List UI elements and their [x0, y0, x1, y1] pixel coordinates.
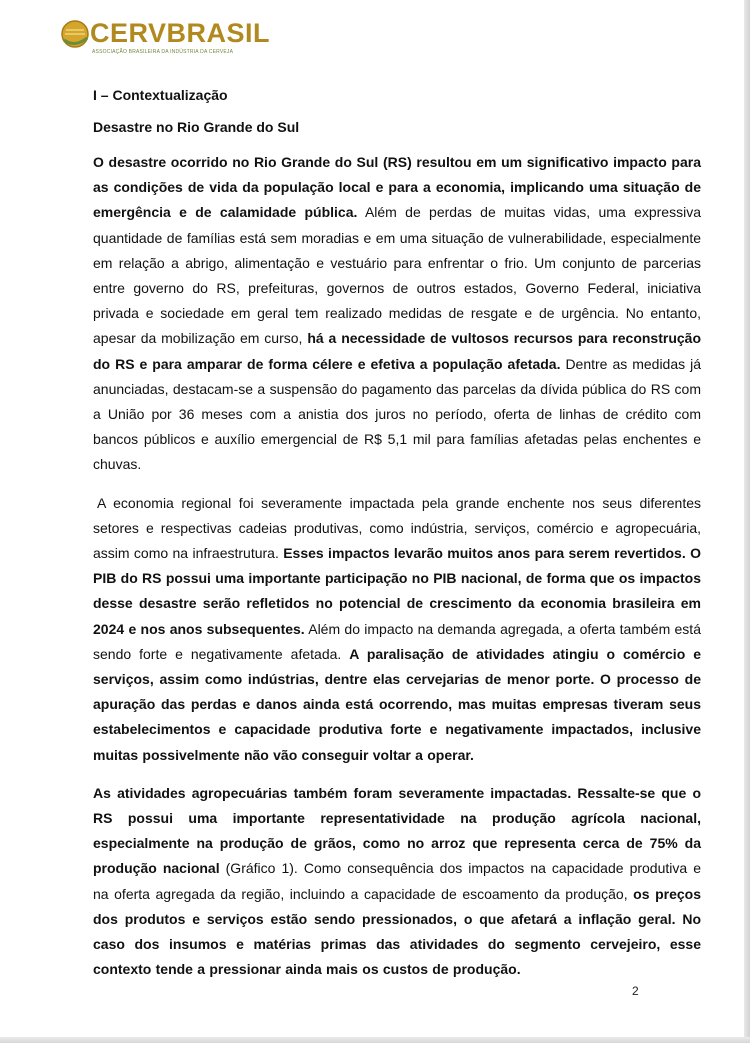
- paragraph-run: há a necessidade de vultosos recursos para reconstrução do RS e para amparar de forma célere e efetiva a população afetada.: [93, 330, 701, 372]
- section-heading: I – Contextualização: [93, 87, 228, 103]
- paragraph-1: [93, 150, 701, 478]
- page-number: 2: [632, 984, 639, 998]
- paragraph-run: Além de perdas de muitas vidas, uma expressiva quantidade de famílias está sem moradias e em uma situação de vulnerabilidade, especialmente em relação a abrigo, alimentação e vestuário para enfrentar o frio. Um conjunto de parcerias entre governo do RS, prefeituras, governos de outros estados, Governo Federal, iniciativa privada e sociedade em geral tem realizado medidas de resgate e de urgência. No entanto, apesar da mobilização em curso,: [93, 204, 701, 347]
- paragraph-run: A paralisação de atividades atingiu o comércio e serviços, assim como indústrias, dentre elas cervejarias de menor porte. O processo de apuração das perdas e danos ainda está ocorrendo, mas muitas empresas tiveram seus estabelecimentos e capacidade produtiva forte e negativamente impactados, inclusive muitas possivelmente não vão conseguir voltar a operar.: [93, 645, 701, 763]
- paragraph-3: [93, 781, 701, 983]
- paragraph-run: Dentre as medidas já anunciadas, destacam-se a suspensão do pagamento das parcelas da dívida pública do RS com a União por 36 meses com a anistia dos juros no período, oferta de linhas de crédito com bancos públicos e auxílio emergencial de R$ 5,1 mil para famílias afetadas pelas enchentes e chuvas.: [93, 355, 701, 473]
- logo-subtitle: ASSOCIAÇÃO BRASILEIRA DA INDÚSTRIA DA CERVEJA: [92, 49, 234, 55]
- paragraph-run: os preços dos produtos e serviços estão sendo pressionados, o que afetará a inflação geral. No caso dos insumos e matérias primas das atividades do segmento cervejeiro, esse contexto tende a pressionar ainda mais os custos de produção.: [93, 885, 701, 978]
- cervbrasil-logo: [60, 10, 271, 66]
- page-edge-bottom: [0, 1037, 750, 1043]
- paragraph-run: Além do impacto na demanda agregada, a oferta também está sendo forte e negativamente afetada.: [93, 620, 701, 662]
- paragraph-run: A economia regional foi severamente impactada pela grande enchente nos seus diferentes setores e respectivas cadeias produtivas, como indústria, serviços, comércio e agropecuária, assim como na infraestrutura.: [93, 494, 701, 562]
- paragraph-run: (Gráfico 1). Como consequência dos impactos na capacidade produtiva e na oferta agregada da região, incluindo a capacidade de escoamento da produção,: [93, 860, 701, 902]
- section-subheading: Desastre no Rio Grande do Sul: [93, 119, 300, 135]
- paragraph-run: As atividades agropecuárias também foram severamente impactadas. Ressalte-se que o RS possui uma importante representatividade na produção agrícola nacional, especialmente na produção de grãos, como no arroz que representa cerca de 75% da produção nacional: [93, 784, 701, 877]
- cervbrasil-emblem-icon: [60, 18, 90, 56]
- paragraph-run: O desastre ocorrido no Rio Grande do Sul (RS) resultou em um significativo impacto para as condições de vida da população local e para a economia, implicando uma situação de emergência e de calamidade pública.: [93, 154, 701, 221]
- logo-name: CERVBRASIL: [90, 18, 271, 48]
- page-edge: [744, 0, 750, 1043]
- paragraph-run: Esses impactos levarão muitos anos para serem revertidos. O PIB do RS possui uma importante participação no PIB nacional, de forma que os impactos desse desastre serão refletidos no potencial de crescimento da economia brasileira em 2024 e nos anos subsequentes.: [93, 545, 701, 637]
- document-body: [93, 83, 701, 996]
- paragraph-2: [93, 491, 701, 768]
